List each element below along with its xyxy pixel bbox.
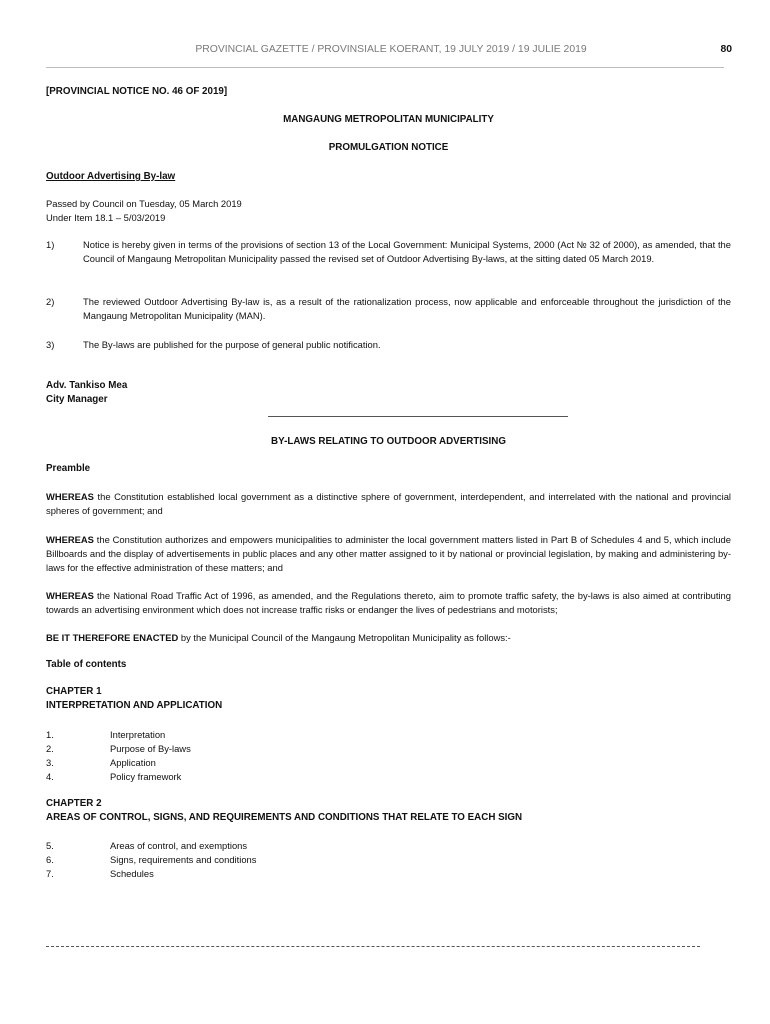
preamble-heading: Preamble [46,463,91,474]
clause-lead: WHEREAS [46,590,94,601]
toc-item-number: 5. [46,840,54,851]
point-number: 3) [46,339,55,350]
chapter-label: CHAPTER 2 [46,798,102,809]
toc-item-number: 2. [46,743,54,754]
chapter-title: AREAS OF CONTROL, SIGNS, AND REQUIREMENTS AND CONDITIONS THAT RELATE TO EACH SIGN [46,812,523,823]
point-number: 2) [46,296,55,307]
clause-text: the Constitution established local government as a distinctive sphere of government, interdependent, and interrelated with the national and provincial spheres of government; and [46,491,731,516]
point-text: The By-laws are published for the purpose of general public notification. [83,339,381,350]
clause-text: the Constitution authorizes and empowers municipalities to administer the local government matters listed in Part B of Schedules 4 and 5, which include Billboards and the display of advertisements in public places and any other matter assigned to it by national or provincial legislation, by making and administering by-laws for the effective administration of these matters; and [46,534,731,573]
point-text: Notice is hereby given in terms of the provisions of section 13 of the Local Government: Municipal Systems, 2000 (Act № 32 of 2000), as amended, that the Council of Mangaung Metropolitan Municipality passed the revised set of Outdoor Advertising By-laws, at the sitting dated 05 March 2019. [83,239,731,264]
toc-item-number: 7. [46,868,54,879]
toc-item-number: 1. [46,729,54,740]
enactment-clause [46,631,731,645]
toc-item-text: Purpose of By-laws [110,743,191,754]
signatory-title: City Manager [46,394,108,405]
clause-lead: WHEREAS [46,534,94,545]
municipality-heading: MANGAUNG METROPOLITAN MUNICIPALITY [283,114,494,125]
toc-item-text: Policy framework [110,771,182,782]
gazette-header-title: PROVINCIAL GAZETTE / PROVINSIALE KOERANT, 19 JULY 2019 / 19 JULIE 2019 [195,44,587,55]
toc-item-text: Schedules [110,868,154,879]
toc-heading: Table of contents [46,659,127,670]
point-number: 1) [46,239,55,250]
toc-item-text: Areas of control, and exemptions [110,840,248,851]
header-divider [46,67,724,68]
toc-item-number: 6. [46,854,54,865]
bylaw-title: Outdoor Advertising By-law [46,171,176,182]
footer-divider [46,946,700,947]
clause-lead: WHEREAS [46,491,94,502]
toc-item-text: Signs, requirements and conditions [110,854,257,865]
notice-title: PROMULGATION NOTICE [328,142,449,153]
preamble-clause [46,589,731,617]
item-line: Under Item 18.1 – 5/03/2019 [46,212,166,223]
page-number: 80 [720,44,732,55]
enactment-lead: BE IT THEREFORE ENACTED [46,632,179,643]
signatory-name: Adv. Tankiso Mea [46,380,128,391]
bylaws-heading: BY-LAWS RELATING TO OUTDOOR ADVERTISING [271,436,506,447]
clause-text: the National Road Traffic Act of 1996, as amended, and the Regulations thereto, aim to promote traffic safety, the by-laws is also aimed at contributing towards an advertising environment which does not increase traffic risks or endanger the lives of pedestrians and motorists; [46,590,731,615]
toc-item-text: Application [110,757,156,768]
section-divider [268,416,568,417]
toc-item-number: 3. [46,757,54,768]
toc-item-text: Interpretation [110,729,166,740]
chapter-label: CHAPTER 1 [46,686,102,697]
preamble-clause [46,533,731,575]
chapter-title: INTERPRETATION AND APPLICATION [46,700,223,711]
notice-number: [PROVINCIAL NOTICE NO. 46 OF 2019] [46,86,228,97]
passed-line: Passed by Council on Tuesday, 05 March 2019 [46,198,242,209]
enactment-text: by the Municipal Council of the Mangaung Metropolitan Municipality as follows:- [178,632,511,643]
toc-item-number: 4. [46,771,54,782]
point-text: The reviewed Outdoor Advertising By-law is, as a result of the rationalization process, now applicable and enforceable throughout the jurisdiction of the Mangaung Metropolitan Municipality (MAN). [83,296,731,321]
preamble-clause [46,490,731,518]
